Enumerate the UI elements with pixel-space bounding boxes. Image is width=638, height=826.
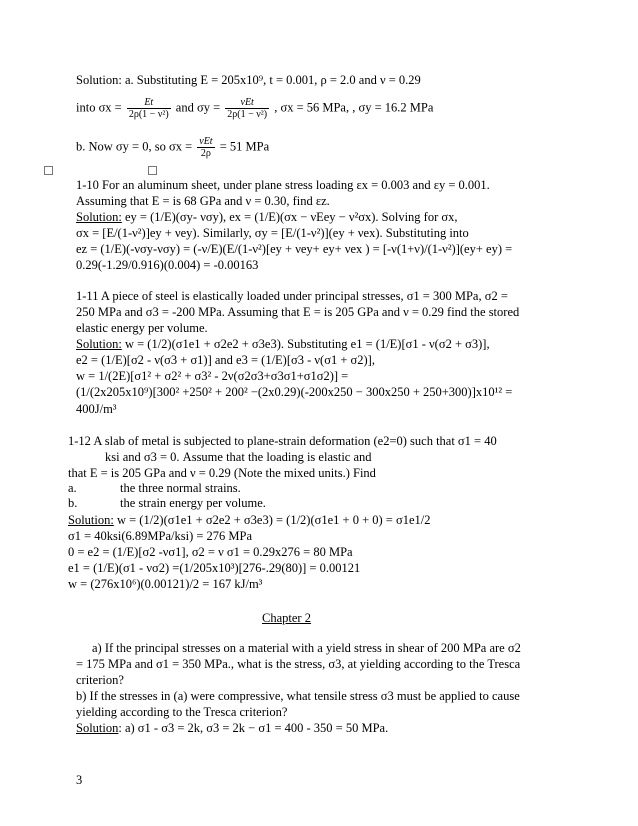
problem-1-12-item-a: the three normal strains. — [120, 481, 241, 495]
placeholder-box-left — [44, 166, 53, 175]
problem-1-10-line-5: ez = (1/E)(-νσy-νσy) = (-ν/E)(E/(1-ν²)[ey + νey+ ey+ νex ) = [-ν(1+ν)/(1-ν²)](ey+ ey) = — [76, 242, 513, 256]
problem-1-11-line-7: (1/(2x205x10⁹)[300² +250² + 200² −(2x0.29)(-200x250 − 300x250 + 250+300)]x10¹² = — [76, 385, 513, 399]
problem-1-11-line-6: w = 1/(2E)[σ1² + σ2² + σ3² - 2ν(σ2σ3+σ3σ1+σ1σ2)] = — [76, 369, 349, 383]
problem-1-12-line-10: w = (276x10⁶)(0.00121)/2 = 167 kJ/m³ — [68, 577, 263, 591]
chapter2-problem-line-2: = 175 MPa and σ1 = 350 MPa., what is the stress, σ3, at yielding according to the Tresca — [76, 657, 521, 671]
chapter2-problem-line-4: b) If the stresses in (a) were compressive, what tensile stress σ3 must be applied to cause — [76, 689, 520, 703]
problem-1-11-line-5: e2 = (1/E)[σ2 - ν(σ3 + σ1)] and e3 = (1/E)[σ3 - ν(σ1 + σ2)], — [76, 353, 375, 367]
problem-1-10-line-2: Assuming that E = is 68 GPa and ν = 0.30, find εz. — [76, 194, 330, 208]
problem-1-11-line-8: 400J/m³ — [76, 402, 117, 416]
problem-1-12-item-a-label: a. — [68, 481, 77, 495]
chapter2-problem-line-5: yielding according to the Tresca criterion? — [76, 705, 288, 719]
problem-1-10-line-1: 1-10 For an aluminum sheet, under plane stress loading εx = 0.003 and εy = 0.001. — [76, 178, 490, 192]
problem-1-12-solution: Solution: w = (1/2)(σ1e1 + σ2e2 + σ3e3) = (1/2)(σ1e1 + 0 + 0) = σ1e1/2 — [68, 513, 431, 527]
problem-1-10-solution: Solution: ey = (1/E)(σy- νσy), ex = (1/E)(σx − νEey − ν²σx). Solving for σx, — [76, 210, 458, 224]
problem-1-12-line-3: that E = is 205 GPa and ν = 0.29 (Note the mixed units.) Find — [68, 466, 376, 480]
fraction-et: $\frac{Et}{\text{2ρ(1 − ν²)}}$ — [128, 97, 169, 120]
problem-1-12-line-1: 1-12 A slab of metal is subjected to plane-strain deformation (e2=0) such that σ1 = 40 — [68, 434, 497, 448]
problem-1-10-line-4: σx = [E/(1-ν²)]ey + νey). Similarly, σy = [E/(1-ν²)](ey + νex). Substituting into — [76, 226, 469, 240]
fraction-nuet-2rho: $\frac{\text{νEt}}{2\rho}$ — [199, 136, 213, 159]
problem-1-12-line-8: 0 = e2 = (1/E)[σ2 -νσ1], σ2 = ν σ1 = 0.29x276 = 80 MPa — [68, 545, 353, 559]
solution-line-1: Solution: a. Substituting E = 205x10⁹, t = 0.001, ρ = 2.0 and ν = 0.29 — [76, 73, 421, 87]
fraction-nuet: $\frac{\text{νEt}}{\text{2ρ(1 − ν²)}}$ — [227, 97, 268, 120]
chapter2-solution: Solution: a) σ1 - σ3 = 2k, σ3 = 2k − σ1 = 400 - 350 = 50 MPa. — [76, 721, 389, 735]
problem-1-12-item-b: the strain energy per volume. — [120, 496, 266, 510]
chapter2-problem-line-3: criterion? — [76, 673, 124, 687]
solution-line-2: into σx = $\frac{Et}{\text{2ρ(1 − ν²)}}$ and σy = $\frac{\text{νEt}}{\text{2ρ(1 − ν²)}}$ , σx = 56 MPa, , σy = 16.2 MPa — [76, 97, 434, 120]
problem-1-12-item-b-label: b. — [68, 496, 78, 510]
problem-1-12-line-9: e1 = (1/E)(σ1 - νσ2) =(1/205x10³)[276-.29(80)] = 0.00121 — [68, 561, 361, 575]
problem-1-11-line-3: elastic energy per volume. — [76, 321, 208, 335]
problem-1-11-solution: Solution: w = (1/2)(σ1e1 + σ2e2 + σ3e3). Substituting e1 = (1/E)[σ1 - ν(σ2 + σ3)], — [76, 337, 490, 351]
chapter2-problem-line-1: a) If the principal stresses on a material with a yield stress in shear of 200 MPa are σ2 — [92, 641, 521, 655]
problem-1-12-line-2: ksi and σ3 = 0. Assume that the loading is elastic and — [105, 450, 372, 464]
problem-1-11-line-1: 1-11 A piece of steel is elastically loaded under principal stresses, σ1 = 300 MPa, σ2 = — [76, 289, 508, 303]
placeholder-box-right — [148, 166, 157, 175]
page-number: 3 — [76, 773, 83, 787]
problem-1-10-line-6: 0.29(-1.29/0.916)(0.004) = -0.00163 — [76, 258, 259, 272]
solution-line-3: b. Now σy = 0, so σx = $\frac{\text{νEt}}{2\rho}$ = 51 MPa — [76, 136, 270, 159]
problem-1-11-line-2: 250 MPa and σ3 = -200 MPa. Assuming that E = is 205 GPa and ν = 0.29 find the stored — [76, 305, 520, 319]
problem-1-12-line-7: σ1 = 40ksi(6.89MPa/ksi) = 276 MPa — [68, 529, 253, 543]
chapter-title: Chapter 2 — [262, 611, 311, 625]
